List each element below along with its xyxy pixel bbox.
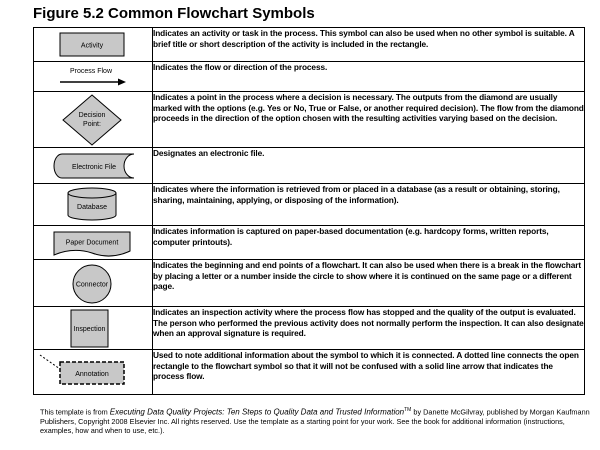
process-flow-description: Indicates the flow or direction of the process. [153,62,585,92]
annotation-description: Used to note additional information about the symbol to which it is connected. A dotted line connects the open rectangle to the flowchart symbol so that it will not be confused with a solid line arrow that indicates the process flow. [153,350,585,395]
page-title: Figure 5.2 Common Flowchart Symbols [33,5,315,22]
annotation-label: Annotation [75,371,109,378]
electronic-file-description: Designates an electronic file. [153,148,585,184]
symbol-cell [34,28,153,62]
annotation-bracket-icon [34,350,152,395]
activity-symbol-icon [34,28,152,62]
process-flow-arrow-icon [34,62,152,92]
decision-label-line1: Decision [78,112,106,119]
process-flow-label: Process Flow [69,68,113,75]
footer-citation [40,406,590,435]
decision-label-line2: Point: [83,121,101,128]
symbol-cell [34,62,153,92]
table-row [34,28,585,62]
table-row [34,148,585,184]
database-description: Indicates where the information is retrieved from or placed in a database (as a result or obtaining, storing, sharing, maintaining, applying, or disposing of the information). [153,184,585,226]
table-row [34,184,585,226]
book-title: Executing Data Quality Projects: Ten Steps to Quality Data and Trusted Information [109,407,405,417]
flowchart-symbols-table [33,27,585,395]
symbol-cell [34,260,153,307]
inspection-label: Inspection [73,326,106,333]
footer-rest: by Danette McGilvray, published by Morgan Kaufmann Publishers, Copyright 2008 Elsevier Inc. All rights reserved. Use the template as a starting point for your work. See the book for additional information (instructions, examples, how and when to use, etc.). [40,407,590,436]
electronic-file-label: Electronic File [72,164,116,171]
paper-document-label: Paper Document [65,239,119,247]
activity-label: Activity [80,42,104,50]
database-cylinder-icon [34,184,152,226]
symbol-cell [34,184,153,226]
paper-document-description: Indicates information is captured on paper-based documentation (e.g. hardcopy forms, written reports, computer printouts). [153,226,585,260]
table-row [34,226,585,260]
table-row [34,92,585,148]
table-row [34,260,585,307]
symbol-cell [34,92,153,148]
symbol-cell [34,307,153,350]
database-label: Database [77,204,107,211]
symbol-cell [34,350,153,395]
inspection-description: Indicates an inspection activity where the process flow has stopped and the quality of the output is evaluated. The person who performed the previous activity does not normally perform the inspection. It can also designate when an approval signature is required. [153,307,585,350]
connector-description: Indicates the beginning and end points of a flowchart. It can also be used when there is a break in the flowchart by placing a letter or a number inside the circle to show where it is continued on the same page or a different page. [153,260,585,307]
symbol-cell [34,148,153,184]
electronic-file-icon [34,148,152,184]
decision-description: Indicates a point in the process where a decision is necessary. The outputs from the diamond are usually marked with the options (e.g. Yes or No, True or False, or another required decision). The flow from the diamond proceeds in the direction of the option chosen with the resulting activities varying based on the decision. [153,92,585,148]
table-row [34,350,585,395]
symbol-cell [34,226,153,260]
table-row [34,62,585,92]
connector-circle-icon [34,260,152,307]
connector-label: Connector [75,281,109,289]
decision-diamond-icon [34,92,152,148]
paper-document-icon [34,226,152,260]
activity-description: Indicates an activity or task in the process. This symbol can also be used when no other symbol is suitable. A brief title or short description of the activity is included in the rectangle. [153,28,585,62]
table-row [34,307,585,350]
trademark-mark: TM [404,407,412,413]
footer-prefix: This template is from [40,407,110,417]
inspection-square-icon [34,307,152,350]
